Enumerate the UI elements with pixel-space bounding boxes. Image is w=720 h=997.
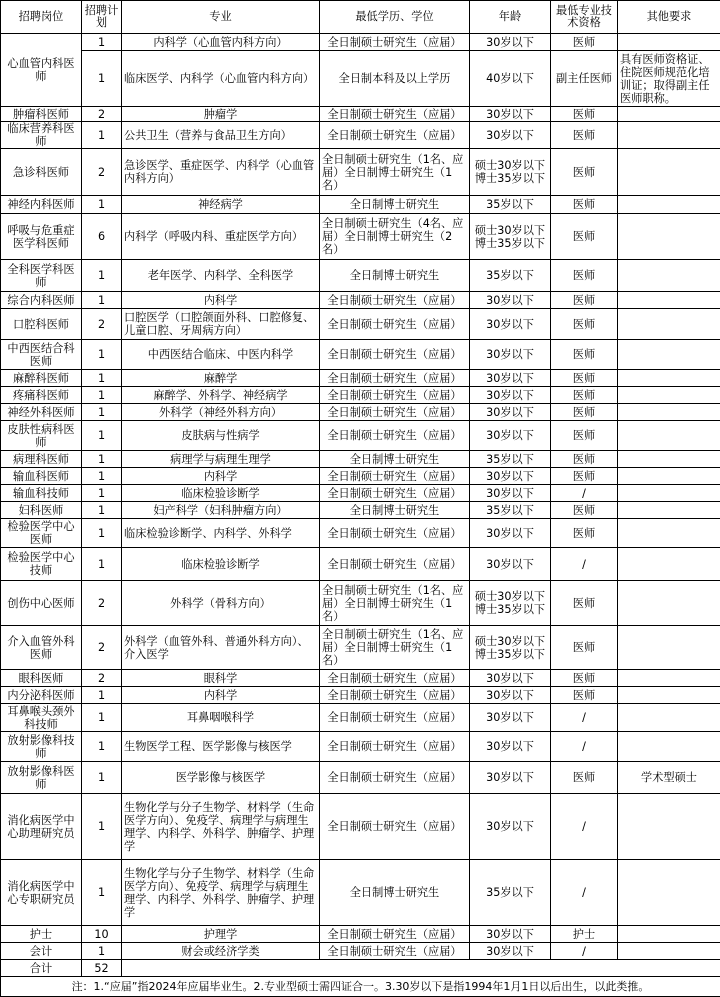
table-row	[1, 548, 720, 581]
cell-other	[618, 451, 720, 468]
cell-major: 生物医学工程、医学影像与核医学	[122, 732, 320, 762]
table-row	[1, 122, 720, 149]
cell-education: 全日制硕士研究生（应届）	[320, 468, 470, 485]
cell-other	[618, 794, 720, 860]
cell-education: 全日制硕士研究生（应届）	[320, 404, 470, 421]
cell-education: 全日制硕士研究生（应届）	[320, 704, 470, 732]
cell-education: 全日制硕士研究生（应届）	[320, 926, 470, 943]
cell-qualification: 医师	[551, 122, 618, 149]
cell-position: 输血科医师	[1, 468, 82, 485]
cell-other	[618, 687, 720, 704]
table-row	[1, 794, 720, 860]
header-age: 年龄	[470, 1, 551, 34]
cell-major: 临床检验诊断学、内科学、外科学	[122, 519, 320, 548]
table-header-row	[1, 1, 720, 34]
cell-other	[618, 670, 720, 687]
cell-education: 全日制硕士研究生（应届）	[320, 762, 470, 794]
cell-education: 全日制硕士研究生（4名、应届）全日制博士研究生（2名）	[320, 214, 470, 260]
cell-plan: 1	[82, 860, 122, 926]
table-row	[1, 214, 720, 260]
cell-other	[618, 704, 720, 732]
cell-major: 生物化学与分子生物学、材料学（生命医学方向）、免疫学、病理学与病理生理学、内科学、外科学、肿瘤学、护理学	[122, 794, 320, 860]
cell-age: 35岁以下	[470, 260, 551, 292]
cell-other	[618, 34, 720, 51]
cell-age: 30岁以下	[470, 519, 551, 548]
cell-other	[618, 502, 720, 519]
cell-major: 急诊医学、重症医学、内科学（心血管内科方向）	[122, 149, 320, 196]
cell-age: 硕士30岁以下博士35岁以下	[470, 214, 551, 260]
total-value: 52	[82, 960, 122, 977]
cell-education: 全日制硕士研究生（应届）	[320, 122, 470, 149]
cell-education: 全日制硕士研究生（应届）	[320, 34, 470, 51]
cell-plan: 1	[82, 704, 122, 732]
cell-major: 老年医学、内科学、全科医学	[122, 260, 320, 292]
cell-qualification: 医师	[551, 340, 618, 370]
cell-other	[618, 107, 720, 122]
cell-major: 麻醉学	[122, 370, 320, 387]
cell-education: 全日制硕士研究生（应届）	[320, 732, 470, 762]
cell-age: 35岁以下	[470, 502, 551, 519]
cell-age: 30岁以下	[470, 943, 551, 960]
cell-age: 硕士30岁以下博士35岁以下	[470, 581, 551, 626]
cell-age: 35岁以下	[470, 451, 551, 468]
cell-other	[618, 485, 720, 502]
table-row	[1, 502, 720, 519]
cell-qualification: 医师	[551, 468, 618, 485]
cell-age: 30岁以下	[470, 421, 551, 451]
cell-age: 30岁以下	[470, 687, 551, 704]
cell-position: 肿瘤科医师	[1, 107, 82, 122]
cell-age: 30岁以下	[470, 926, 551, 943]
cell-major: 外科学（血管外科、普通外科方向）、介入医学	[122, 626, 320, 670]
cell-position: 全科医学科医师	[1, 260, 82, 292]
table-row	[1, 404, 720, 421]
table-row	[1, 292, 720, 309]
cell-plan: 1	[82, 548, 122, 581]
cell-age: 30岁以下	[470, 670, 551, 687]
cell-education: 全日制博士研究生	[320, 260, 470, 292]
cell-position: 检验医学中心医师	[1, 519, 82, 548]
table-row	[1, 34, 720, 51]
cell-position: 耳鼻喉头颈外科技师	[1, 704, 82, 732]
cell-position: 神经外科医师	[1, 404, 82, 421]
header-other: 其他要求	[618, 1, 720, 34]
cell-qualification: /	[551, 860, 618, 926]
cell-position: 临床营养科医师	[1, 122, 82, 149]
cell-age: 30岁以下	[470, 122, 551, 149]
cell-plan: 10	[82, 926, 122, 943]
cell-plan: 1	[82, 421, 122, 451]
cell-major: 妇产科学（妇科肿瘤方向）	[122, 502, 320, 519]
cell-position: 皮肤性病科医师	[1, 421, 82, 451]
table-row	[1, 581, 720, 626]
header-position: 招聘岗位	[1, 1, 82, 34]
cell-position: 介入血管外科医师	[1, 626, 82, 670]
cell-education: 全日制硕士研究生（应届）	[320, 670, 470, 687]
cell-other	[618, 926, 720, 943]
total-label: 合计	[1, 960, 82, 977]
cell-plan: 1	[82, 687, 122, 704]
cell-age: 30岁以下	[470, 704, 551, 732]
cell-plan: 1	[82, 732, 122, 762]
cell-position: 创伤中心医师	[1, 581, 82, 626]
cell-position: 放射影像科技师	[1, 732, 82, 762]
cell-major: 医学影像与核医学	[122, 762, 320, 794]
cell-qualification: /	[551, 704, 618, 732]
cell-age: 30岁以下	[470, 762, 551, 794]
table-row	[1, 762, 720, 794]
cell-position: 检验医学中心技师	[1, 548, 82, 581]
cell-age: 30岁以下	[470, 309, 551, 340]
cell-plan: 1	[82, 292, 122, 309]
cell-qualification: 医师	[551, 196, 618, 214]
cell-education: 全日制硕士研究生（应届）	[320, 292, 470, 309]
cell-other	[618, 404, 720, 421]
cell-major: 公共卫生（营养与食品卫生方向）	[122, 122, 320, 149]
cell-qualification: 医师	[551, 214, 618, 260]
cell-qualification: 医师	[551, 451, 618, 468]
table-row	[1, 387, 720, 404]
table-row	[1, 943, 720, 960]
header-education: 最低学历、学位	[320, 1, 470, 34]
cell-other	[618, 196, 720, 214]
cell-position: 急诊科医师	[1, 149, 82, 196]
table-row	[1, 421, 720, 451]
cell-other	[618, 122, 720, 149]
cell-major: 内科学	[122, 468, 320, 485]
cell-age: 30岁以下	[470, 292, 551, 309]
cell-other	[618, 292, 720, 309]
cell-education: 全日制博士研究生	[320, 860, 470, 926]
cell-other	[618, 370, 720, 387]
cell-other	[618, 943, 720, 960]
cell-position: 麻醉科医师	[1, 370, 82, 387]
header-qualification: 最低专业技术资格	[551, 1, 618, 34]
cell-plan: 1	[82, 519, 122, 548]
cell-plan: 1	[82, 260, 122, 292]
cell-education: 全日制博士研究生	[320, 196, 470, 214]
cell-age: 30岁以下	[470, 387, 551, 404]
cell-position: 内分泌科医师	[1, 687, 82, 704]
cell-other	[618, 732, 720, 762]
cell-position: 心血管内科医师	[1, 34, 82, 107]
cell-plan: 1	[82, 794, 122, 860]
cell-plan: 2	[82, 149, 122, 196]
cell-qualification: 医师	[551, 670, 618, 687]
cell-major: 耳鼻咽喉科学	[122, 704, 320, 732]
cell-qualification: 医师	[551, 292, 618, 309]
cell-other	[618, 548, 720, 581]
cell-qualification: 医师	[551, 404, 618, 421]
cell-major: 护理学	[122, 926, 320, 943]
table-row	[1, 860, 720, 926]
cell-age: 35岁以下	[470, 196, 551, 214]
cell-education: 全日制硕士研究生（应届）	[320, 370, 470, 387]
cell-education: 全日制硕士研究生（应届）	[320, 485, 470, 502]
cell-position: 神经内科医师	[1, 196, 82, 214]
cell-plan: 1	[82, 387, 122, 404]
cell-plan: 1	[82, 122, 122, 149]
cell-major: 临床检验诊断学	[122, 485, 320, 502]
cell-education: 全日制硕士研究生（应届）	[320, 943, 470, 960]
table-row	[1, 468, 720, 485]
cell-qualification: 医师	[551, 260, 618, 292]
table-row	[1, 196, 720, 214]
cell-qualification: 护士	[551, 926, 618, 943]
cell-other: 具有医师资格证、住院医师规范化培训证；取得副主任医师职称。	[618, 51, 720, 107]
cell-plan: 1	[82, 404, 122, 421]
cell-qualification: 医师	[551, 421, 618, 451]
table-row	[1, 687, 720, 704]
cell-major: 临床医学、内科学（心血管内科方向）	[122, 51, 320, 107]
cell-major: 外科学（骨科方向）	[122, 581, 320, 626]
cell-plan: 1	[82, 340, 122, 370]
cell-education: 全日制硕士研究生（应届）	[320, 107, 470, 122]
cell-education: 全日制硕士研究生（应届）	[320, 519, 470, 548]
table-row	[1, 626, 720, 670]
cell-major: 病理学与病理生理学	[122, 451, 320, 468]
cell-other	[618, 860, 720, 926]
table-row	[1, 519, 720, 548]
cell-plan: 1	[82, 943, 122, 960]
cell-plan: 6	[82, 214, 122, 260]
table-row	[1, 370, 720, 387]
cell-qualification: 医师	[551, 107, 618, 122]
cell-qualification: 医师	[551, 519, 618, 548]
total-row	[1, 960, 720, 977]
cell-age: 30岁以下	[470, 548, 551, 581]
cell-other	[618, 421, 720, 451]
cell-education: 全日制硕士研究生（应届）	[320, 687, 470, 704]
cell-major: 肿瘤学	[122, 107, 320, 122]
cell-major: 皮肤病与性病学	[122, 421, 320, 451]
cell-plan: 1	[82, 762, 122, 794]
cell-position: 会计	[1, 943, 82, 960]
cell-age: 30岁以下	[470, 370, 551, 387]
table-row	[1, 51, 720, 107]
cell-position: 放射影像科医师	[1, 762, 82, 794]
header-plan: 招聘计划	[82, 1, 122, 34]
note-row	[1, 977, 720, 997]
table-row	[1, 926, 720, 943]
cell-position: 口腔科医师	[1, 309, 82, 340]
cell-qualification: 医师	[551, 762, 618, 794]
cell-plan: 1	[82, 485, 122, 502]
cell-education: 全日制硕士研究生（应届）	[320, 309, 470, 340]
cell-qualification: /	[551, 732, 618, 762]
cell-age: 30岁以下	[470, 404, 551, 421]
cell-other: 学术型硕士	[618, 762, 720, 794]
cell-qualification: /	[551, 548, 618, 581]
cell-major: 外科学（神经外科方向）	[122, 404, 320, 421]
table-row	[1, 451, 720, 468]
cell-qualification: /	[551, 485, 618, 502]
cell-major: 临床检验诊断学	[122, 548, 320, 581]
cell-age: 硕士30岁以下博士35岁以下	[470, 626, 551, 670]
cell-position: 消化病医学中心专职研究员	[1, 860, 82, 926]
cell-education: 全日制硕士研究生（1名、应届）全日制博士研究生（1名）	[320, 149, 470, 196]
cell-plan: 2	[82, 626, 122, 670]
cell-major: 内科学	[122, 687, 320, 704]
cell-qualification: 医师	[551, 370, 618, 387]
cell-qualification: /	[551, 794, 618, 860]
table-row	[1, 670, 720, 687]
cell-plan: 1	[82, 502, 122, 519]
cell-age: 30岁以下	[470, 468, 551, 485]
cell-education: 全日制博士研究生	[320, 502, 470, 519]
cell-qualification: 医师	[551, 34, 618, 51]
cell-other	[618, 519, 720, 548]
cell-position: 输血科技师	[1, 485, 82, 502]
footnote: 注：1.“应届”指2024年应届毕业生。2.专业型硕士需四证合一。3.30岁以下是指1994年1月1日以后出生，以此类推。	[1, 977, 720, 997]
cell-education: 全日制硕士研究生（应届）	[320, 340, 470, 370]
cell-major: 口腔医学（口腔颌面外科、口腔修复、儿童口腔、牙周病方向）	[122, 309, 320, 340]
cell-position: 疼痛科医师	[1, 387, 82, 404]
cell-education: 全日制硕士研究生（应届）	[320, 548, 470, 581]
table-row	[1, 309, 720, 340]
cell-position: 护士	[1, 926, 82, 943]
cell-other	[618, 214, 720, 260]
cell-age: 35岁以下	[470, 860, 551, 926]
cell-other	[618, 340, 720, 370]
cell-qualification: 医师	[551, 581, 618, 626]
cell-qualification: 医师	[551, 387, 618, 404]
cell-plan: 2	[82, 309, 122, 340]
cell-major: 眼科学	[122, 670, 320, 687]
cell-other	[618, 260, 720, 292]
cell-major: 财会或经济学类	[122, 943, 320, 960]
cell-position: 中西医结合科医师	[1, 340, 82, 370]
cell-education: 全日制硕士研究生（应届）	[320, 387, 470, 404]
table-row	[1, 149, 720, 196]
cell-position: 消化病医学中心助理研究员	[1, 794, 82, 860]
cell-major: 麻醉学、外科学、神经病学	[122, 387, 320, 404]
cell-position: 呼吸与危重症医学科医师	[1, 214, 82, 260]
cell-plan: 1	[82, 451, 122, 468]
cell-qualification: 医师	[551, 687, 618, 704]
cell-plan: 1	[82, 196, 122, 214]
cell-qualification: 医师	[551, 149, 618, 196]
cell-other	[618, 309, 720, 340]
cell-other	[618, 387, 720, 404]
cell-education: 全日制硕士研究生（应届）	[320, 794, 470, 860]
cell-education: 全日制本科及以上学历	[320, 51, 470, 107]
cell-education: 全日制硕士研究生（应届）	[320, 421, 470, 451]
table-row	[1, 704, 720, 732]
cell-other	[618, 468, 720, 485]
cell-age: 30岁以下	[470, 485, 551, 502]
cell-major: 神经病学	[122, 196, 320, 214]
cell-qualification: 医师	[551, 626, 618, 670]
cell-plan: 1	[82, 51, 122, 107]
cell-qualification: 医师	[551, 309, 618, 340]
table-row	[1, 340, 720, 370]
cell-plan: 2	[82, 107, 122, 122]
cell-plan: 2	[82, 581, 122, 626]
cell-plan: 1	[82, 468, 122, 485]
table-row	[1, 485, 720, 502]
table-row	[1, 107, 720, 122]
cell-position: 综合内科医师	[1, 292, 82, 309]
cell-qualification: /	[551, 943, 618, 960]
header-major: 专业	[122, 1, 320, 34]
cell-education: 全日制硕士研究生（1名、应届）全日制博士研究生（1名）	[320, 581, 470, 626]
cell-age: 30岁以下	[470, 34, 551, 51]
cell-qualification: 医师	[551, 502, 618, 519]
cell-education: 全日制博士研究生	[320, 451, 470, 468]
table-row	[1, 260, 720, 292]
cell-position: 妇科医师	[1, 502, 82, 519]
cell-age: 30岁以下	[470, 732, 551, 762]
cell-other	[618, 581, 720, 626]
cell-plan: 2	[82, 670, 122, 687]
cell-age: 硕士30岁以下博士35岁以下	[470, 149, 551, 196]
cell-age: 40岁以下	[470, 51, 551, 107]
cell-major: 内科学（心血管内科方向）	[122, 34, 320, 51]
cell-major: 内科学（呼吸内科、重症医学方向）	[122, 214, 320, 260]
cell-age: 30岁以下	[470, 107, 551, 122]
total-empty	[122, 960, 720, 977]
cell-age: 30岁以下	[470, 340, 551, 370]
cell-major: 生物化学与分子生物学、材料学（生命医学方向）、免疫学、病理学与病理生理学、内科学、外科学、肿瘤学、护理学	[122, 860, 320, 926]
cell-major: 中西医结合临床、中医内科学	[122, 340, 320, 370]
cell-position: 病理科医师	[1, 451, 82, 468]
cell-major: 内科学	[122, 292, 320, 309]
cell-plan: 1	[82, 34, 122, 51]
cell-plan: 1	[82, 370, 122, 387]
table-row	[1, 732, 720, 762]
cell-age: 30岁以下	[470, 794, 551, 860]
cell-position: 眼科医师	[1, 670, 82, 687]
cell-qualification: 副主任医师	[551, 51, 618, 107]
cell-education: 全日制硕士研究生（1名、应届）全日制博士研究生（1名）	[320, 626, 470, 670]
cell-other	[618, 626, 720, 670]
cell-other	[618, 149, 720, 196]
